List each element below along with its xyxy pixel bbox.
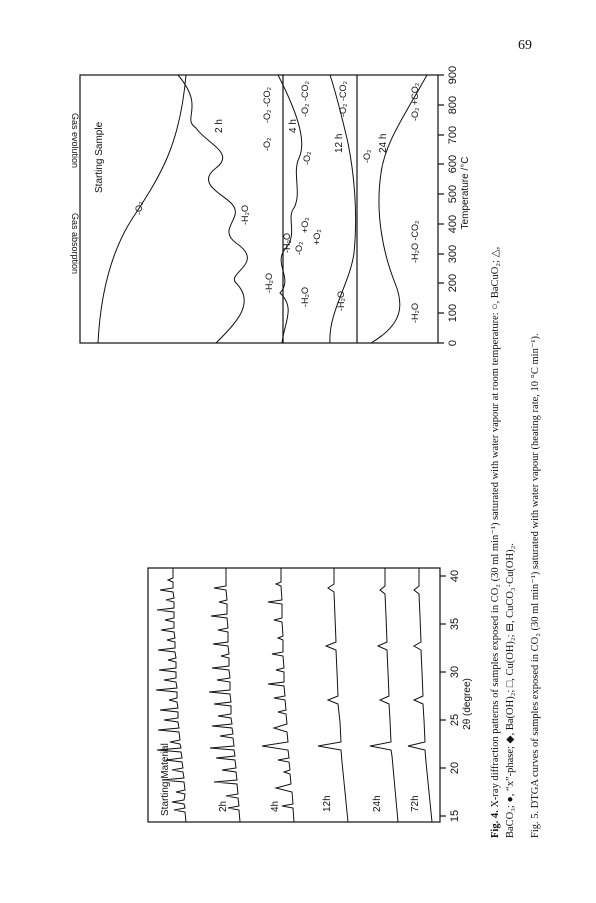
dtga-tick-700: 700 bbox=[447, 125, 459, 145]
dtga-label-4h: 4 h bbox=[288, 119, 299, 133]
dtga-axis-label: Temperature /°C bbox=[460, 156, 471, 230]
xrd-tick-35: 35 bbox=[449, 617, 461, 631]
fig4-caption-text1: X-ray diffraction patterns of samples exposed in CO₂ (30 ml min⁻¹) saturated with water vapour at room temperature: ○, BaCuO₂; △, bbox=[490, 246, 501, 808]
xrd-label-72h: 72h bbox=[410, 795, 421, 812]
ann-12h-h2o: -H₂O bbox=[336, 291, 346, 311]
dtga-tick-500: 500 bbox=[447, 184, 459, 204]
xrd-tick-30: 30 bbox=[449, 665, 461, 679]
dtga-label-12h: 12 h bbox=[334, 133, 345, 153]
ann-2h-h2o-b: -H₂O bbox=[240, 205, 250, 225]
xrd-label-2h: 2h bbox=[218, 800, 229, 812]
ann-2h-o2-a: -O₂ bbox=[294, 241, 304, 255]
dtga-tick-300: 300 bbox=[447, 244, 459, 264]
ann-4h-h2o-b: -H₂O bbox=[282, 233, 292, 253]
dtga-label-starting: Starting Sample bbox=[94, 121, 105, 193]
dtga-tick-600: 600 bbox=[447, 154, 459, 174]
dtga-tick-100: 100 bbox=[447, 303, 459, 323]
page-number: 69 bbox=[518, 38, 532, 53]
ann-12h-o2: -O₂ bbox=[362, 149, 372, 163]
dtga-tick-0: 0 bbox=[447, 339, 459, 347]
xrd-axis-label: 2θ (degree) bbox=[462, 678, 473, 730]
dtga-tick-800: 800 bbox=[447, 95, 459, 115]
gas-evolution-label: Gas evolution bbox=[70, 113, 80, 169]
fig4-caption-line2: BaCO₃; ●, “x”-phase; ◆, Ba(OH)₂; □, Cu(OH)₂; ⊟, CuCO₃·Cu(OH)₂. bbox=[505, 543, 516, 838]
ann-24h-h2o: -H₂O bbox=[410, 303, 420, 323]
xrd-label-24h: 24h bbox=[372, 795, 383, 812]
ann-2h-o2-b: -O₂ bbox=[262, 137, 272, 151]
ann-4h-o2-co2: -O₂ -CO₂ bbox=[300, 81, 310, 117]
xrd-tick-15: 15 bbox=[449, 809, 461, 823]
fig5-caption: Fig. 5. DTGA curves of samples exposed in CO₂ (30 ml min⁻¹) saturated with water vapour (heating rate, 10 °C min⁻¹). bbox=[530, 333, 541, 838]
dtga-tick-200: 200 bbox=[447, 273, 459, 293]
dtga-curve-4h bbox=[278, 75, 302, 343]
dtga-tick-900: 900 bbox=[447, 65, 459, 85]
xrd-label-12h: 12h bbox=[322, 795, 333, 812]
ann-24h-o2-co2: -O₂ +CO₂ bbox=[410, 82, 420, 121]
xrd-tick-25: 25 bbox=[449, 713, 461, 727]
ann-2h-plus-o2: +O₂ bbox=[312, 229, 322, 245]
ann-4h-h2o-a: -H₂O bbox=[300, 287, 310, 307]
dtga-curve-2h bbox=[178, 75, 247, 343]
ann-start-o2: -O₂ bbox=[134, 201, 144, 215]
ann-4h-plus-o2: +O₂ bbox=[300, 217, 310, 233]
xrd-tick-40: 40 bbox=[449, 569, 461, 583]
dtga-tick-400: 400 bbox=[447, 214, 459, 234]
fig4-caption-line1 bbox=[489, 247, 501, 838]
ann-24h-h2o-co2: -H₂O -CO₂ bbox=[410, 220, 420, 263]
ann-12h-o2-co2: -O₂ -CO₂ bbox=[338, 81, 348, 117]
xrd-label-starting: Starting Material bbox=[160, 743, 171, 816]
dtga-label-24h: 24 h bbox=[378, 133, 389, 153]
dtga-ticks bbox=[438, 75, 444, 343]
fig4-caption-label: Fig. 4. bbox=[490, 810, 501, 838]
gas-absorption-label: Gas absorption bbox=[70, 213, 80, 275]
ann-2h-o2-co2: -O₂ -CO₂ bbox=[262, 87, 272, 123]
ann-4h-o2: -O₂ bbox=[302, 151, 312, 165]
ann-2h-h2o-a: -H₂O bbox=[264, 273, 274, 293]
dtga-label-2h: 2 h bbox=[214, 119, 225, 133]
xrd-label-4h: 4h bbox=[270, 800, 281, 812]
xrd-tick-20: 20 bbox=[449, 761, 461, 775]
